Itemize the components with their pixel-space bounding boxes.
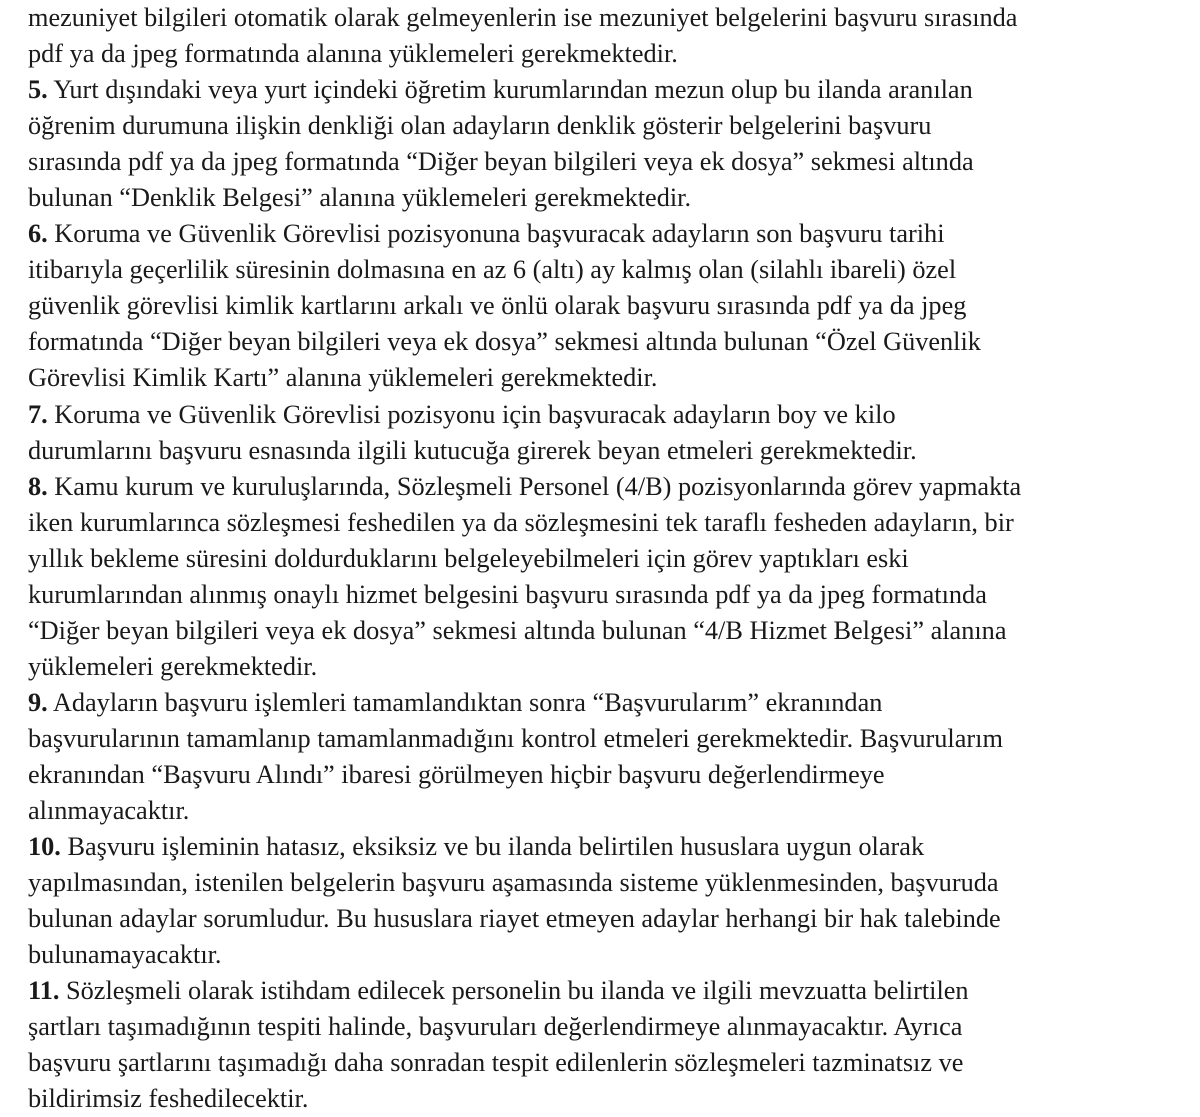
text-line: alınmayacaktır. <box>28 796 190 826</box>
text-span: Kamu kurum ve kuruluşlarında, Sözleşmeli Personel (4/B) pozisyonlarında görev yapmakta <box>47 471 1022 501</box>
text-line: yapılmasından, istenilen belgelerin başvuru aşamasında sisteme yüklenmesinden, başvuruda <box>28 868 999 898</box>
item-number: 9. <box>28 687 48 717</box>
paragraph-continuation <box>28 0 1190 72</box>
text-line: pdf ya da jpeg formatında alanına yüklemeleri gerekmektedir. <box>28 39 678 69</box>
paragraph-item-8 <box>28 469 1190 685</box>
text-span: Başvuru işleminin hatasız, eksiksiz ve bu ilanda belirtilen hususlara uygun olarak <box>60 832 925 862</box>
text-span: Yurt dışındaki veya yurt içindeki öğretim kurumlarından mezun olup bu ilanda aranılan <box>47 75 973 105</box>
text-line: mezuniyet bilgileri otomatik olarak gelmeyenlerin ise mezuniyet belgelerini başvuru sırasında <box>28 3 1018 32</box>
text-line: ekranından “Başvuru Alındı” ibaresi görülmeyen hiçbir başvuru değerlendirmeye <box>28 759 885 789</box>
text-span: Koruma ve Güvenlik Görevlisi pozisyonu için başvuracak adayların boy ve kilo <box>47 399 896 429</box>
text-line: şartları taşımadığının tespiti halinde, başvuruları değerlendirmeye alınmayacaktır. Ayrıca <box>28 1012 963 1042</box>
paragraph-item-7 <box>28 397 1190 469</box>
text-line: kurumlarından alınmış onaylı hizmet belgesini başvuru sırasında pdf ya da jpeg formatında <box>28 579 987 609</box>
text-line <box>28 216 1190 252</box>
text-line <box>28 469 1190 505</box>
document-body <box>28 0 1190 1117</box>
item-number: 6. <box>28 219 48 249</box>
text-span: Adayların başvuru işlemleri tamamlandıktan sonra “Başvurularım” ekranından <box>47 687 883 717</box>
paragraph-item-10 <box>28 829 1190 973</box>
text-line <box>28 397 1190 433</box>
text-line: formatında “Diğer beyan bilgileri veya ek dosya” sekmesi altında bulunan “Özel Güvenlik <box>28 327 981 357</box>
item-number: 10. <box>28 832 61 862</box>
text-line: durumlarını başvuru esnasında ilgili kutucuğa girerek beyan etmeleri gerekmektedir. <box>28 435 917 465</box>
text-line: iken kurumlarınca sözleşmesi feshedilen ya da sözleşmesini tek taraflı fesheden adayların, bir <box>28 507 1014 537</box>
item-number: 8. <box>28 471 48 501</box>
item-number: 5. <box>28 75 48 105</box>
paragraph-item-6 <box>28 216 1190 396</box>
text-line: yıllık bekleme süresini doldurduklarını belgeleyebilmeleri için görev yaptıkları eski <box>28 543 909 573</box>
text-line: bildirimsiz feshedilecektir. <box>28 1084 309 1114</box>
text-line: itibarıyla geçerlilik süresinin dolmasına en az 6 (altı) ay kalmış olan (silahlı ibareli) özel <box>28 255 957 285</box>
text-line <box>28 72 1190 108</box>
paragraph-item-5 <box>28 72 1190 216</box>
text-line: Görevlisi Kimlik Kartı” alanına yüklemeleri gerekmektedir. <box>28 363 658 393</box>
item-number: 11. <box>28 976 60 1006</box>
text-line: öğrenim durumuna ilişkin denkliği olan adayların denklik gösterir belgelerini başvuru <box>28 111 932 141</box>
text-line <box>28 685 1190 721</box>
text-span: Sözleşmeli olarak istihdam edilecek personelin bu ilanda ve ilgili mevzuatta belirtilen <box>59 976 969 1006</box>
text-line: bulunan “Denklik Belgesi” alanına yüklemeleri gerekmektedir. <box>28 183 692 213</box>
text-line: güvenlik görevlisi kimlik kartlarını arkalı ve önlü olarak başvuru sırasında pdf ya da jpeg <box>28 291 967 321</box>
text-line: bulunamayacaktır. <box>28 940 222 970</box>
text-line: “Diğer beyan bilgileri veya ek dosya” sekmesi altında bulunan “4/B Hizmet Belgesi” alanına <box>28 615 1007 645</box>
paragraph-item-9 <box>28 685 1190 829</box>
item-number: 7. <box>28 399 48 429</box>
text-line: başvurularının tamamlanıp tamamlanmadığını kontrol etmeleri gerekmektedir. Başvurularım <box>28 723 1003 753</box>
text-line: yüklemeleri gerekmektedir. <box>28 651 318 681</box>
paragraph-item-11 <box>28 973 1190 1117</box>
text-line: başvuru şartlarını taşımadığı daha sonradan tespit edilenlerin sözleşmeleri tazminatsız ve <box>28 1048 964 1078</box>
text-span: Koruma ve Güvenlik Görevlisi pozisyonuna başvuracak adayların son başvuru tarihi <box>47 219 945 249</box>
text-line <box>28 829 1190 865</box>
text-line: sırasında pdf ya da jpeg formatında “Diğer beyan bilgileri veya ek dosya” sekmesi altında <box>28 147 974 177</box>
text-line: bulunan adaylar sorumludur. Bu hususlara riayet etmeyen adaylar herhangi bir hak talebinde <box>28 904 1001 934</box>
text-line <box>28 973 1190 1009</box>
